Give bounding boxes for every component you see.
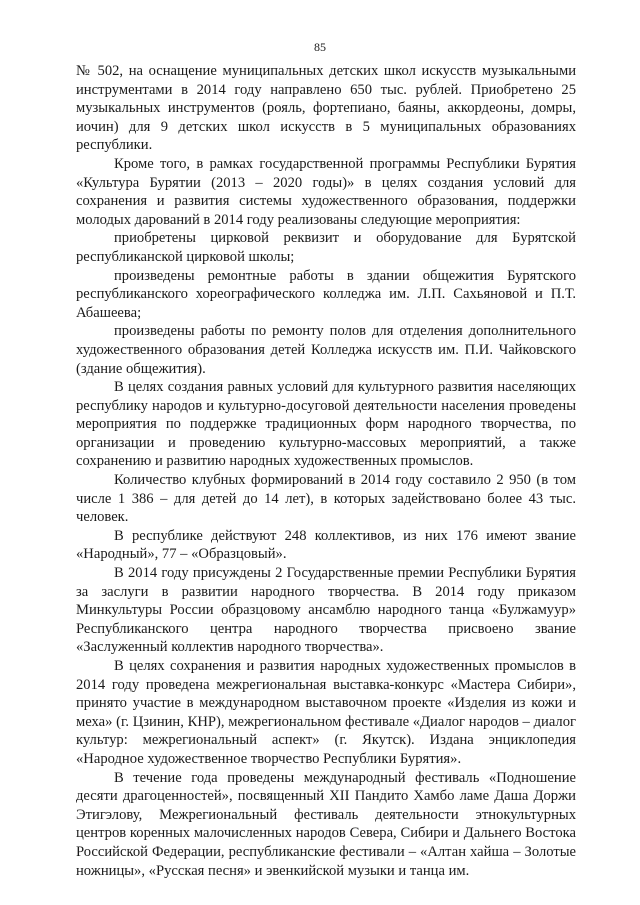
paragraph: произведены ремонтные работы в здании общежития Бурятского республиканского хореографического колледжа им. Л.П. Сахьяновой и П.Т. Абашеева; bbox=[76, 267, 576, 321]
paragraph: В целях создания равных условий для культурного развития населяющих республику народов и культурно-досуговой деятельности населения проведены мероприятия по поддержке традиционных форм народного творчества, по организации и проведению культурно-массовых мероприятий, а также сохранению и развитию народных художественных промыслов. bbox=[76, 379, 576, 470]
paragraph: Кроме того, в рамках государственной программы Республики Бурятия «Культура Бурятии (2013 – 2020 годы)» в целях создания условий для сохранения и развития системы художественного образования, поддержки молодых дарований в 2014 году реализованы следующие мероприятия: bbox=[76, 155, 576, 228]
paragraph: № 502, на оснащение муниципальных детских школ искусств музыкальными инструментами в 2014 году направлено 650 тыс. рублей. Приобретено 25 музыкальных инструментов (рояль, фортепиано, баяны, аккордеоны, домры, иочин) для 9 детских школ искусств в 5 муниципальных образованиях республики. bbox=[76, 63, 576, 154]
paragraph: произведены работы по ремонту полов для отделения дополнительного художественного образования детей Колледжа искусств им. П.И. Чайковского (здание общежития). bbox=[76, 323, 576, 377]
paragraph: Количество клубных формирований в 2014 году составило 2 950 (в том числе 1 386 – для детей до 14 лет), в которых задействовано более 43 тыс. человек. bbox=[76, 472, 576, 526]
page-number: 85 bbox=[314, 40, 326, 54]
paragraph: В 2014 году присуждены 2 Государственные премии Республики Бурятия за заслуги в развитии народного творчества. В 2014 году приказом Минкультуры России образцовому ансамблю народного танца «Булжамуур» Республиканского центра народного творчества присвоено звание «Заслуженный коллектив народного творчества». bbox=[76, 565, 576, 656]
body-text bbox=[76, 62, 576, 880]
paragraph: В республике действуют 248 коллективов, из них 176 имеют звание «Народный», 77 – «Образцовый». bbox=[76, 527, 576, 563]
paragraph: приобретены цирковой реквизит и оборудование для Бурятской республиканской цирковой школы; bbox=[76, 230, 576, 265]
paragraph: В течение года проведены международный фестиваль «Подношение десяти драгоценностей», посвященный XII Пандито Хамбо ламе Даша Доржи Этигэлову, Межрегиональный фестиваль деятельности этнокультурных центров коренных малочисленных народов Севера, Сибири и Дальнего Востока Российской Федерации, республиканские фестивали – «Алтан хайша – Золотые ножницы», «Русская песня» и эвенкийской музыки и танца им. bbox=[76, 769, 576, 879]
paragraph: В целях сохранения и развития народных художественных промыслов в 2014 году проведена межрегиональная выставка-конкурс «Мастера Сибири», принято участие в международном выставочном проекте «Изделия из кожи и меха» (г. Цзинин, КНР), межрегиональном фестивале «Диалог народов – диалог культур: межрегиональный аспект» (г. Якутск). Издана энциклопедия «Народное художественное творчество Республики Бурятия». bbox=[76, 658, 576, 767]
